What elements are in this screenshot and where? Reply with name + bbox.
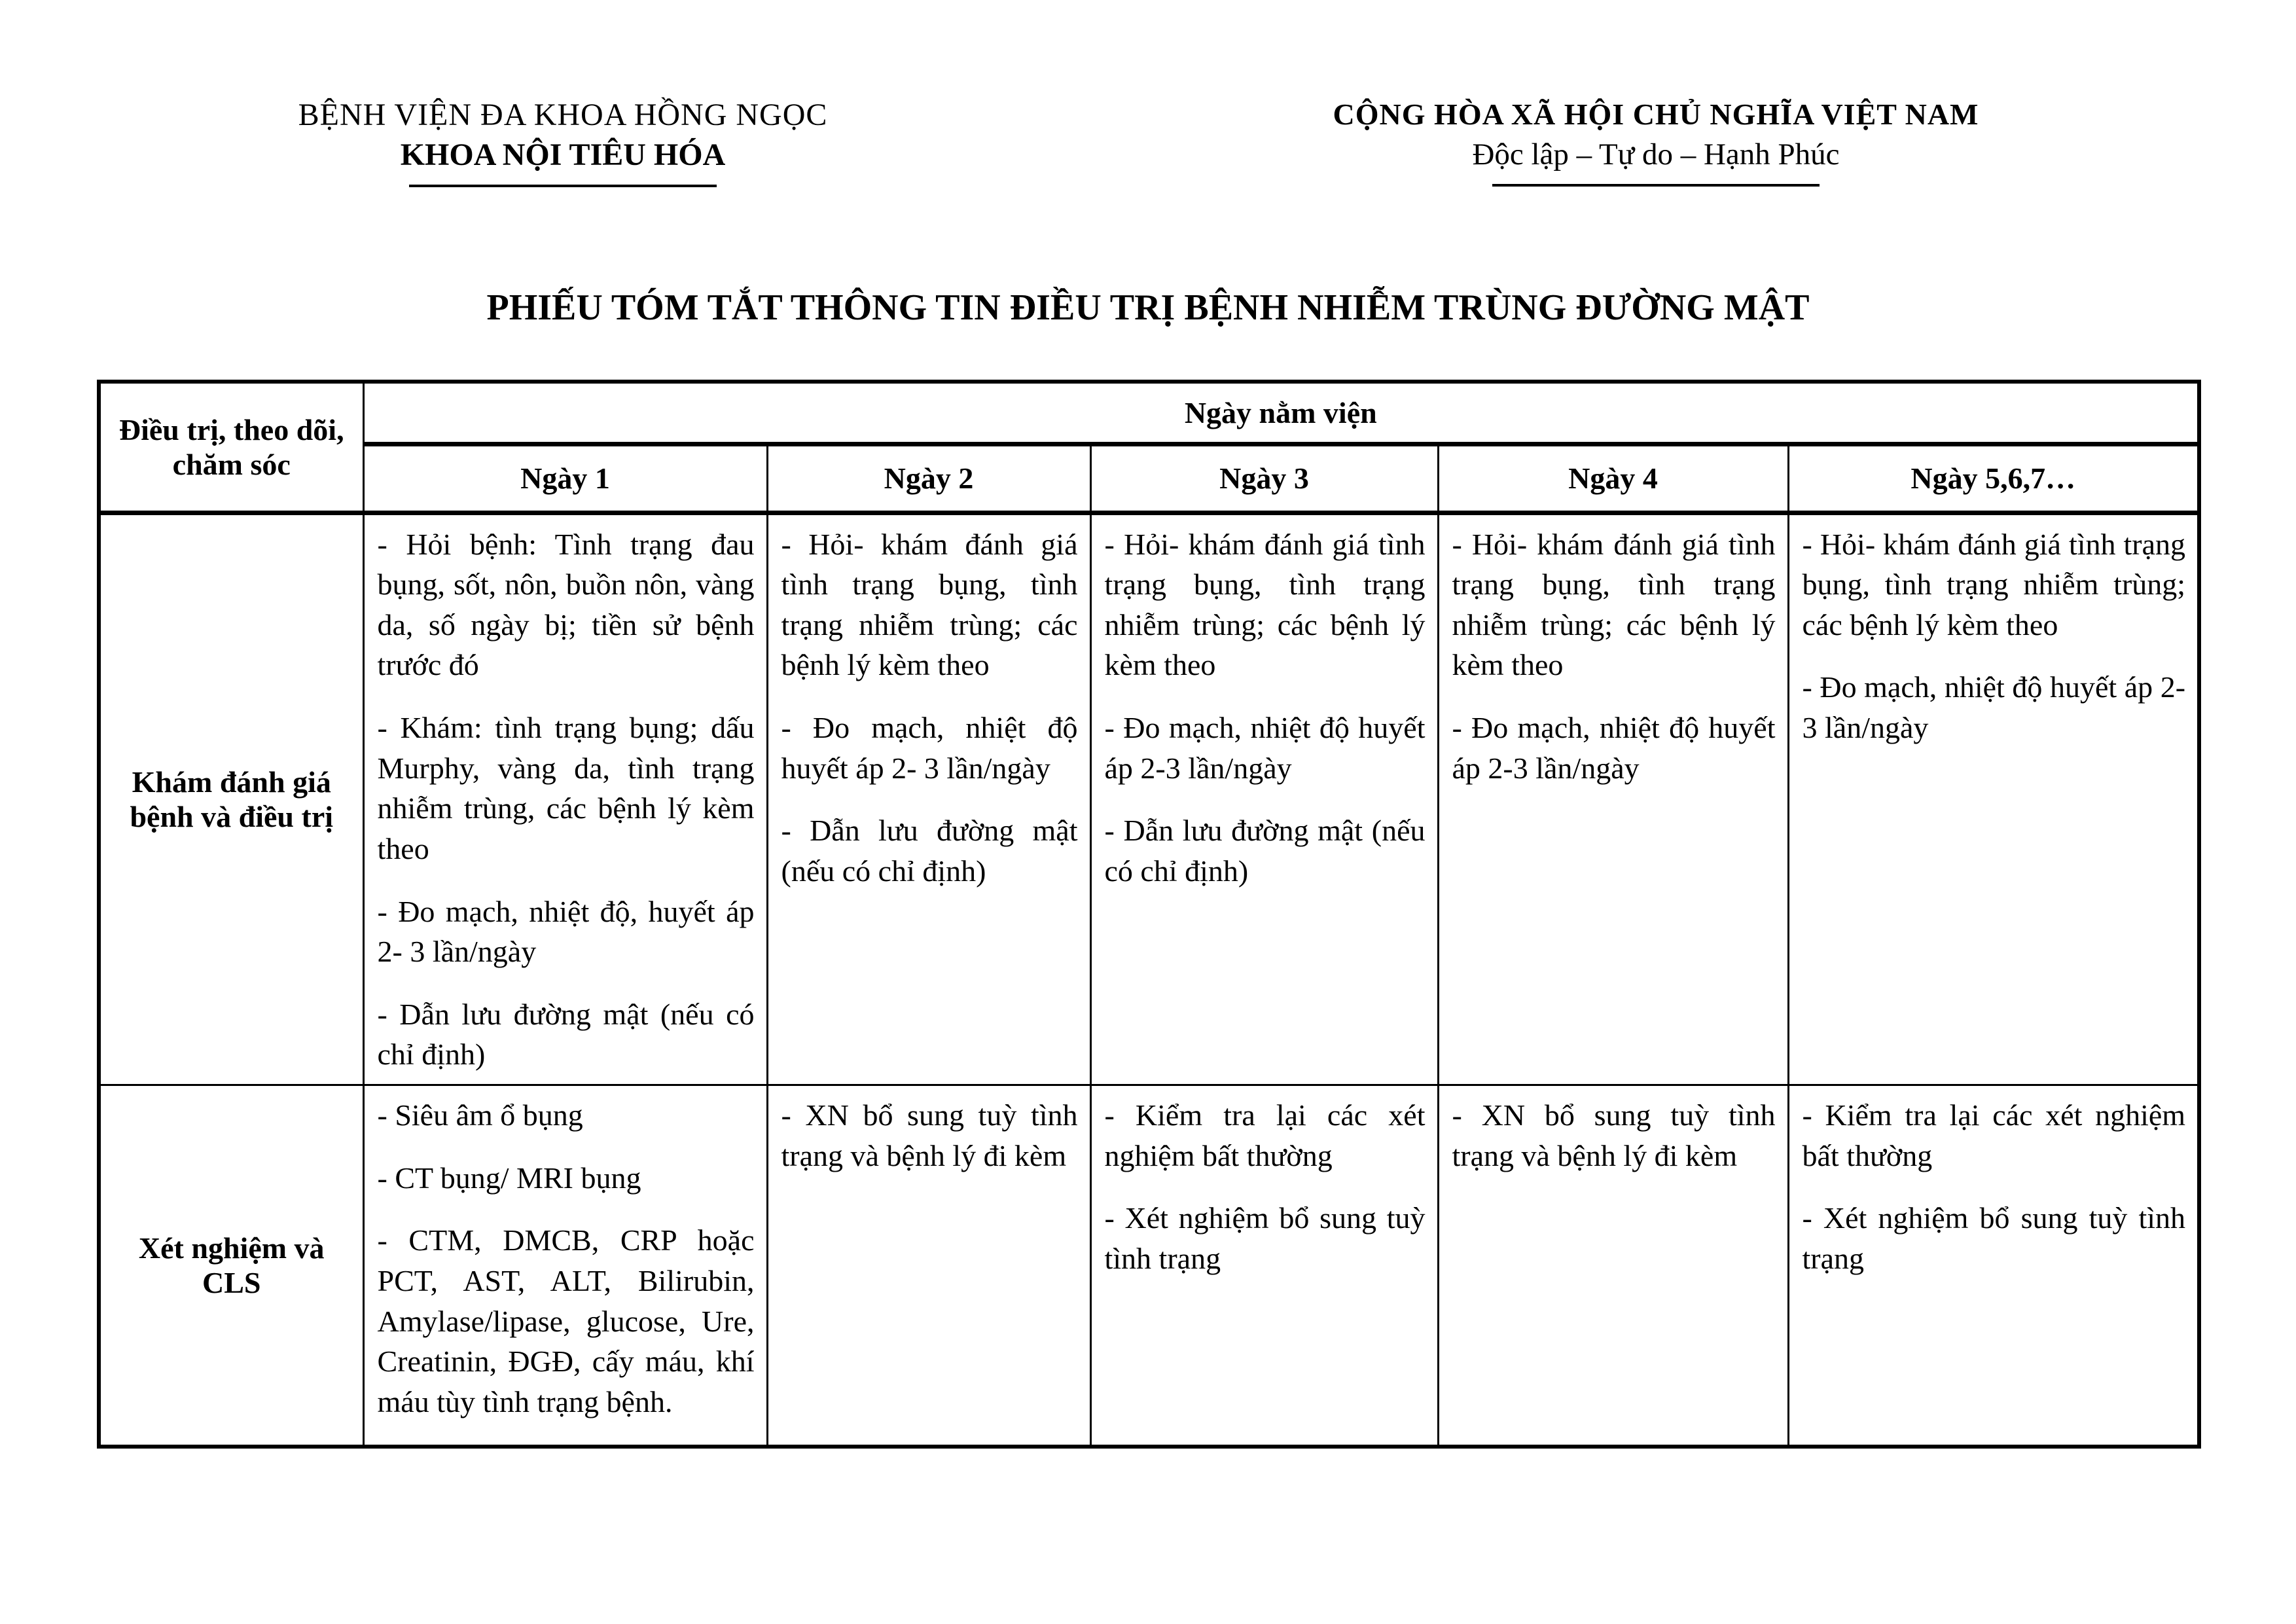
day-header-cell: Ngày 4 [1438,444,1788,513]
content-cell [1090,1085,1438,1447]
day-header-cell: Ngày 5,6,7… [1788,444,2199,513]
cell-paragraph: - Kiểm tra lại các xét nghiệm bất thường [1802,1098,2186,1172]
page-title: PHIẾU TÓM TẮT THÔNG TIN ĐIỀU TRỊ BỆNH NHIỄM TRÙNG ĐƯỜNG MẬT [486,287,1810,328]
cell-paragraph: - Dẫn lưu đường mật (nếu có chỉ định) [1104,814,1426,888]
cell-paragraph: - Hỏi- khám đánh giá tình trạng bụng, tình trạng nhiễm trùng; các bệnh lý kèm theo [1104,527,1426,682]
content-cell [363,513,767,1085]
letterhead-left-underline [409,185,717,187]
cell-paragraph: - Đo mạch, nhiệt độ huyết áp 2-3 lần/ngày [1104,711,1426,785]
cell-paragraph: - Dẫn lưu đường mật (nếu có chỉ định) [781,814,1078,888]
cell-paragraph: - Hỏi- khám đánh giá tình trạng bụng, tình trạng nhiễm trùng; các bệnh lý kèm theo [1452,527,1776,682]
cell-paragraph: - XN bổ sung tuỳ tình trạng và bệnh lý đi kèm [781,1098,1078,1172]
content-cell [363,1085,767,1447]
content-cell [1438,513,1788,1085]
cell-paragraph: - Hỏi- khám đánh giá tình trạng bụng, tình trạng nhiễm trùng; các bệnh lý kèm theo [781,527,1078,682]
cell-paragraph: - Kiểm tra lại các xét nghiệm bất thường [1104,1098,1426,1172]
cell-paragraph: - Đo mạch, nhiệt độ huyết áp 2- 3 lần/ngày [781,711,1078,785]
treatment-table [97,380,2201,1449]
letterhead-right-underline [1492,184,1820,187]
content-cell [1788,1085,2199,1447]
cell-paragraph: - Xét nghiệm bổ sung tuỳ tình trạng [1104,1201,1426,1275]
department-name: KHOA NỘI TIÊU HÓA [400,137,726,172]
cell-paragraph: - Hỏi bệnh: Tình trạng đau bụng, sốt, nôn, buồn nôn, vàng da, số ngày bị; tiền sử bệnh trước đó [377,527,755,682]
table-row [99,513,2199,1085]
cell-paragraph: - Hỏi- khám đánh giá tình trạng bụng, tình trạng nhiễm trùng; các bệnh lý kèm theo [1802,527,2186,641]
cell-paragraph: - Đo mạch, nhiệt độ huyết áp 2-3 lần/ngày [1452,711,1776,785]
row-label-cell: Xét nghiệm và CLS [99,1085,363,1447]
cell-paragraph: - Xét nghiệm bổ sung tuỳ tình trạng [1802,1201,2186,1275]
cell-paragraph: - Đo mạch, nhiệt độ huyết áp 2-3 lần/ngày [1802,670,2186,744]
letterhead-right [1244,97,2068,187]
row-label-cell: Khám đánh giá bệnh và điều trị [99,513,363,1085]
letterhead-left [196,97,929,187]
cell-paragraph: - Siêu âm ổ bụng [377,1098,583,1132]
cell-paragraph: - Dẫn lưu đường mật (nếu có chỉ định) [377,997,755,1072]
national-motto: Độc lập – Tự do – Hạnh Phúc [1472,137,1840,171]
cell-paragraph: - Đo mạch, nhiệt độ, huyết áp 2- 3 lần/ngày [377,894,755,969]
cell-paragraph: - XN bổ sung tuỳ tình trạng và bệnh lý đi kèm [1452,1098,1776,1172]
cell-paragraph: - CTM, DMCB, CRP hoặc PCT, AST, ALT, Bilirubin, Amylase/lipase, glucose, Ure, Creatinin, ĐGĐ, cấy máu, khí máu tùy tình trạng bệnh. [377,1223,755,1418]
group-header-cell: Ngày nằm viện [363,382,2199,444]
content-cell [767,1085,1090,1447]
table-row [99,1085,2199,1447]
cell-paragraph: - Khám: tình trạng bụng; dấu Murphy, vàng da, tình trạng nhiễm trùng, các bệnh lý kèm theo [377,711,755,865]
corner-header-cell: Điều trị, theo dõi, chăm sóc [99,382,363,513]
cell-paragraph: - CT bụng/ MRI bụng [377,1161,641,1195]
hospital-name: BỆNH VIỆN ĐA KHOA HỒNG NGỌC [298,98,828,132]
content-cell [767,513,1090,1085]
content-cell [1090,513,1438,1085]
content-cell [1788,513,2199,1085]
day-header-cell: Ngày 2 [767,444,1090,513]
content-cell [1438,1085,1788,1447]
national-title: CỘNG HÒA XÃ HỘI CHỦ NGHĨA VIỆT NAM [1333,98,1979,131]
day-header-cell: Ngày 1 [363,444,767,513]
day-header-cell: Ngày 3 [1090,444,1438,513]
